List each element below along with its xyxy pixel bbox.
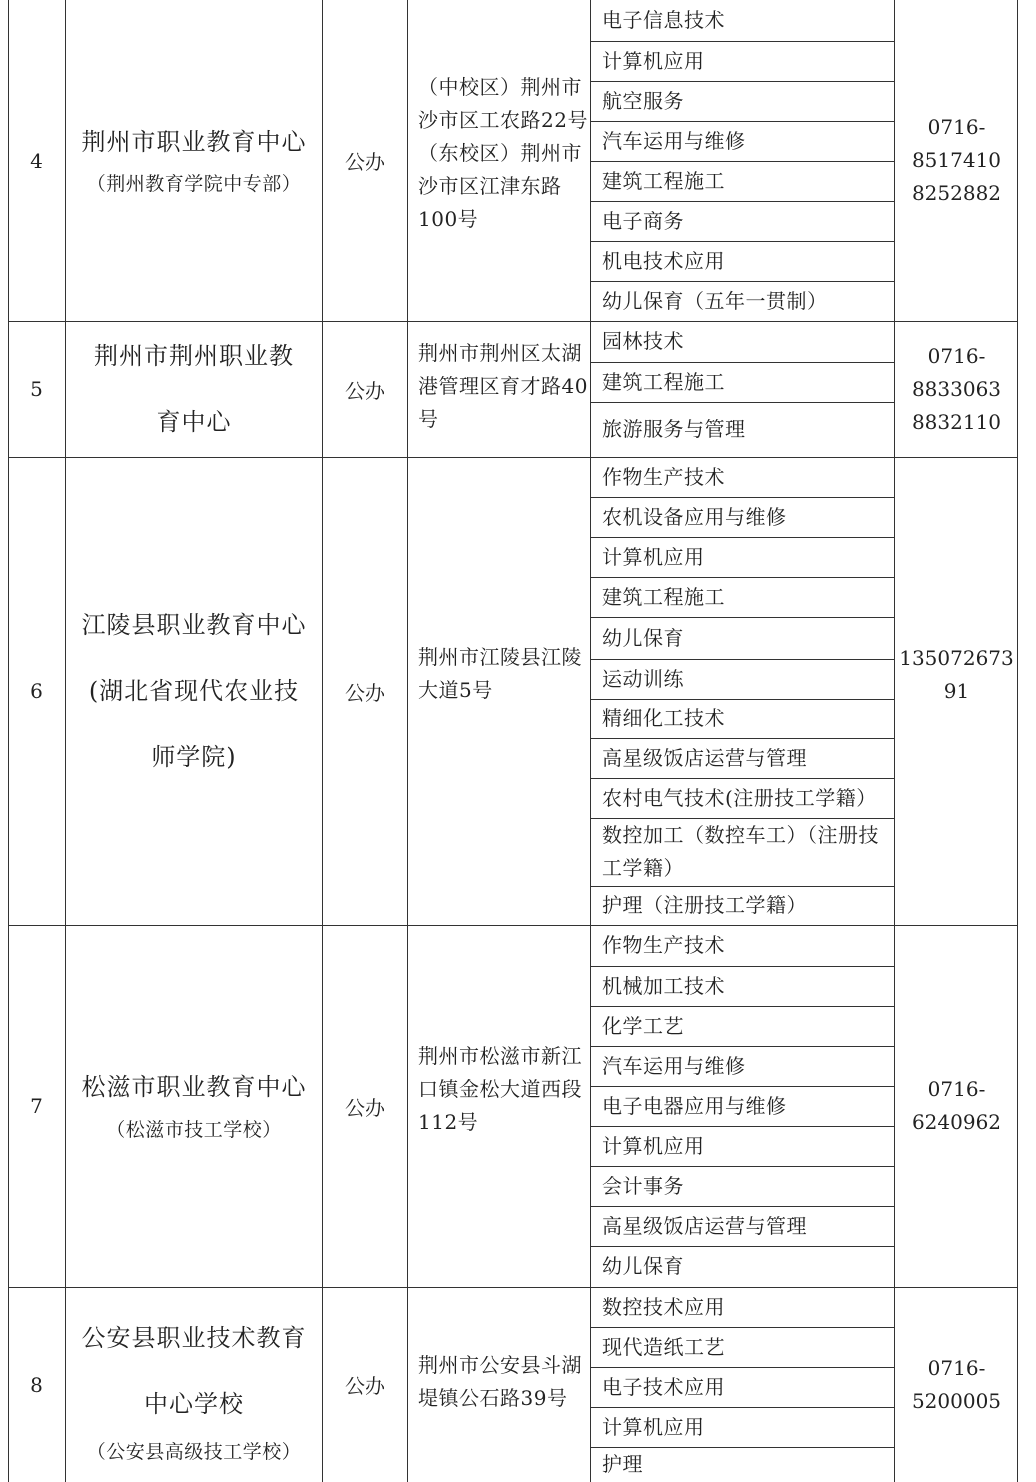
phone-line: 8832110 [911, 409, 1002, 434]
major-item: 运动训练 [602, 666, 684, 691]
major-item: 计算机应用 [602, 1414, 705, 1439]
school-name-cell [66, 321, 322, 457]
school-address: 荆州市荆州区太湖港管理区育才路40号 [418, 340, 588, 431]
phone-line: 0716- [927, 343, 986, 368]
phone-line: 8517410 [911, 148, 1002, 172]
major-item: 航空服务 [602, 88, 684, 113]
major-item: 计算机应用 [602, 544, 705, 569]
school-name: 公安县职业技术教育中心学校 [81, 1324, 307, 1418]
school-address: 荆州市江陵县江陵大道5号 [418, 645, 582, 702]
address-cell [408, 457, 590, 925]
address-cell [408, 925, 590, 1287]
major-item: 护理（注册技工学籍） [602, 893, 807, 917]
school-address: （中校区）荆州市沙市区工农路22号 [418, 75, 588, 132]
major-item: 园林技术 [602, 329, 684, 353]
address-cell [408, 1287, 590, 1482]
major-item: 农机设备应用与维修 [602, 504, 787, 529]
school-type: 公办 [345, 378, 385, 403]
phone-line: 8833063 [911, 376, 1002, 401]
major-item: 计算机应用 [602, 48, 705, 73]
major-item: 计算机应用 [602, 1133, 705, 1158]
phone-line: 5200005 [911, 1388, 1002, 1413]
phone-cell [895, 1287, 1018, 1482]
school-address: 荆州市松滋市新江口镇金松大道西段112号 [418, 1043, 582, 1134]
major-item: 高星级饭店运营与管理 [602, 745, 807, 770]
major-item: 建筑工程施工 [602, 584, 725, 609]
school-name-cell [66, 1287, 322, 1482]
school-address: （东校区）荆州市沙市区江津东路100号 [418, 141, 582, 231]
phone-cell [895, 321, 1018, 457]
school-name: 松滋市职业教育中心 [81, 1073, 307, 1102]
phone-line: 6240962 [911, 1110, 1002, 1134]
phone-line: 0716- [927, 1355, 986, 1380]
school-alt-name: （荆州教育学院中专部） [86, 173, 302, 196]
school-type: 公办 [345, 1095, 385, 1120]
major-item: 高星级饭店运营与管理 [602, 1213, 807, 1238]
school-name: 江陵县职业教育中心(湖北省现代农业技师学院) [81, 611, 307, 771]
major-item: 农村电气技术(注册技工学籍） [602, 785, 877, 810]
school-name: 荆州市荆州职业教育中心 [94, 342, 294, 436]
school-type: 公办 [345, 150, 385, 174]
row-number: 7 [30, 1094, 43, 1118]
major-item: 作物生产技术 [602, 464, 725, 489]
major-item: 建筑工程施工 [602, 369, 725, 394]
major-item: 数控加工（数控车工）（注册技工学籍） [602, 823, 879, 880]
column-divider [590, 0, 591, 1482]
row-number: 6 [30, 679, 43, 703]
phone-cell [895, 441, 1018, 909]
row-number: 4 [30, 148, 43, 173]
address-cell [408, 321, 590, 457]
phone-line: 135072673 [899, 646, 1014, 670]
row-number: 5 [30, 377, 43, 401]
major-item: 电子电器应用与维修 [602, 1093, 787, 1118]
major-item: 作物生产技术 [602, 933, 725, 957]
row-number: 8 [30, 1372, 43, 1397]
major-item: 机电技术应用 [602, 248, 725, 273]
school-name-cell [66, 457, 322, 925]
phone-line: 0716- [927, 1077, 986, 1101]
school-type: 公办 [345, 680, 385, 705]
major-item: 电子信息技术 [602, 8, 725, 32]
address-cell [408, 0, 590, 321]
major-item: 现代造纸工艺 [602, 1334, 725, 1359]
major-item: 数控技术应用 [602, 1294, 725, 1319]
major-item: 幼儿保育（五年一贯制） [602, 288, 828, 313]
school-name: 荆州市职业教育中心 [81, 127, 307, 156]
major-item: 精细化工技术 [602, 706, 725, 730]
phone-line: 0716- [927, 115, 986, 139]
major-item: 电子商务 [602, 208, 684, 233]
school-alt-name: （公安县高级技工学校） [86, 1441, 302, 1463]
school-address: 荆州市公安县斗湖堤镇公石路39号 [418, 1352, 582, 1410]
phone-cell [895, 925, 1018, 1287]
major-item: 幼儿保育 [602, 1254, 684, 1278]
school-type: 公办 [345, 1374, 385, 1398]
major-item: 汽车运用与维修 [602, 1053, 746, 1078]
major-item: 会计事务 [602, 1173, 684, 1198]
major-item: 旅游服务与管理 [602, 417, 746, 441]
school-name-cell [66, 0, 322, 321]
school-alt-name: （松滋市技工学校） [106, 1118, 282, 1141]
school-name-cell [66, 925, 322, 1287]
phone-line: 91 [943, 679, 970, 703]
major-item: 机械加工技术 [602, 973, 725, 998]
phone-cell [895, 0, 1018, 321]
major-item: 汽车运用与维修 [602, 128, 746, 153]
major-item: 建筑工程施工 [602, 168, 725, 193]
major-item: 幼儿保育 [602, 625, 684, 650]
major-item: 化学工艺 [602, 1013, 684, 1038]
major-item: 电子技术应用 [602, 1374, 725, 1399]
major-item: 护理 [602, 1452, 643, 1476]
phone-line: 8252882 [911, 181, 1002, 205]
